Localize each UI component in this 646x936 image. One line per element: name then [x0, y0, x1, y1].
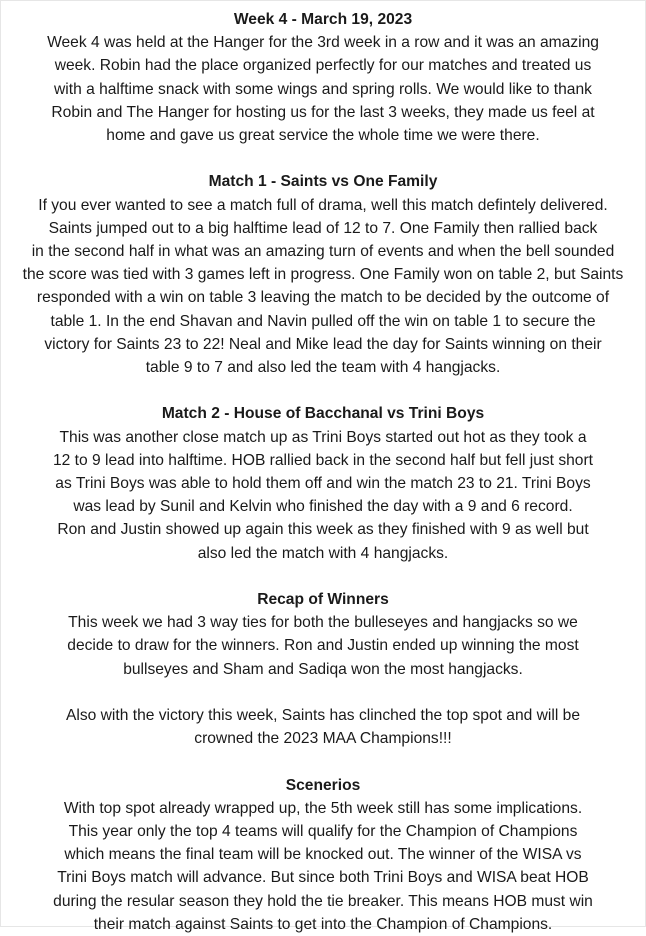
- match2-line: This was another close match up as Trini Boys started out hot as they took a: [59, 428, 587, 446]
- spacer: [5, 681, 641, 704]
- match2-line: 12 to 9 lead into halftime. HOB rallied back in the second half but fell just short: [52, 451, 594, 469]
- match2-section: [5, 402, 641, 564]
- scenarios-line: their match against Saints to get into the Champion of Champions.: [93, 915, 553, 933]
- match1-line: table 1. In the end Shavan and Navin pulled off the win on table 1 to secure the: [50, 312, 596, 330]
- recap-line: decide to draw for the winners. Ron and Justin ended up winning the most: [67, 637, 579, 655]
- week-heading: Week 4 - March 19, 2023: [233, 11, 413, 28]
- week-line: week. Robin had the place organized perfectly for our matches and treated us: [54, 57, 592, 75]
- spacer: [5, 379, 641, 402]
- week-line: Robin and The Hanger for hosting us for the last 3 weeks, they made us feel at: [51, 103, 595, 121]
- scenarios-line: Trini Boys match will advance. But since both Trini Boys and WISA beat HOB: [57, 869, 589, 887]
- week-line: with a halftime snack with some wings and spring rolls. We would like to thank: [54, 80, 592, 98]
- recap-line: This week we had 3 way ties for both the bulleseyes and hangjacks so we: [68, 614, 578, 632]
- spacer: [5, 565, 641, 588]
- scenarios-section: [5, 774, 641, 936]
- week-line: home and gave us great service the whole time we were there.: [106, 127, 540, 145]
- match2-heading: Match 2 - House of Bacchanal vs Trini Boys: [161, 405, 485, 423]
- spacer: [5, 147, 641, 170]
- recap-line: bullseyes and Sham and Sadiqa won the most hangjacks.: [123, 660, 523, 678]
- scenarios-line: during the resular season they hold the tie breaker. This means HOB must win: [53, 892, 593, 910]
- champions-section: [5, 704, 641, 750]
- champions-line: crowned the 2023 MAA Champions!!!: [194, 730, 452, 748]
- scenarios-line: This year only the top 4 teams will qualify for the Champion of Champions: [68, 823, 578, 841]
- recap-heading: Recap of Winners: [257, 591, 389, 609]
- champions-line: Also with the victory this week, Saints has clinched the top spot and will be: [66, 707, 580, 725]
- match1-line: If you ever wanted to see a match full of drama, well this match defintely delivered.: [38, 196, 608, 214]
- match1-line: table 9 to 7 and also led the team with 4 hangjacks.: [145, 359, 501, 377]
- match1-line: in the second half in what was an amazing turn of events and when the bell sounded: [31, 243, 615, 261]
- recap-section: [5, 588, 641, 681]
- spacer: [5, 750, 641, 773]
- match2-line: as Trini Boys was able to hold them off and win the match 23 to 21. Trini Boys: [55, 475, 591, 493]
- match1-line: the score was tied with 3 games left in progress. One Family won on table 2, but Saints: [22, 266, 624, 284]
- scenarios-line: which means the final team will be knocked out. The winner of the WISA vs: [64, 846, 582, 864]
- match1-line: responded with a win on table 3 leaving the match to be decided by the outcome of: [36, 289, 610, 307]
- match2-line: was lead by Sunil and Kelvin who finished the day with a 9 and 6 record.: [73, 498, 573, 516]
- match1-section: [5, 170, 641, 379]
- week-line: Week 4 was held at the Hanger for the 3rd week in a row and it was an amazing: [47, 34, 599, 52]
- scenarios-line: With top spot already wrapped up, the 5th week still has some implications.: [63, 799, 583, 817]
- match1-line: Saints jumped out to a big halftime lead of 12 to 7. One Family then rallied back: [48, 219, 598, 237]
- match1-line: victory for Saints 23 to 22! Neal and Mike lead the day for Saints winning on their: [44, 335, 602, 353]
- match1-heading: Match 1 - Saints vs One Family: [208, 173, 438, 191]
- scenarios-heading: Scenerios: [285, 776, 361, 794]
- match2-line: also led the match with 4 hangjacks.: [197, 544, 449, 562]
- week-section: [5, 8, 641, 147]
- match2-line: Ron and Justin showed up again this week as they finished with 9 as well but: [57, 521, 589, 539]
